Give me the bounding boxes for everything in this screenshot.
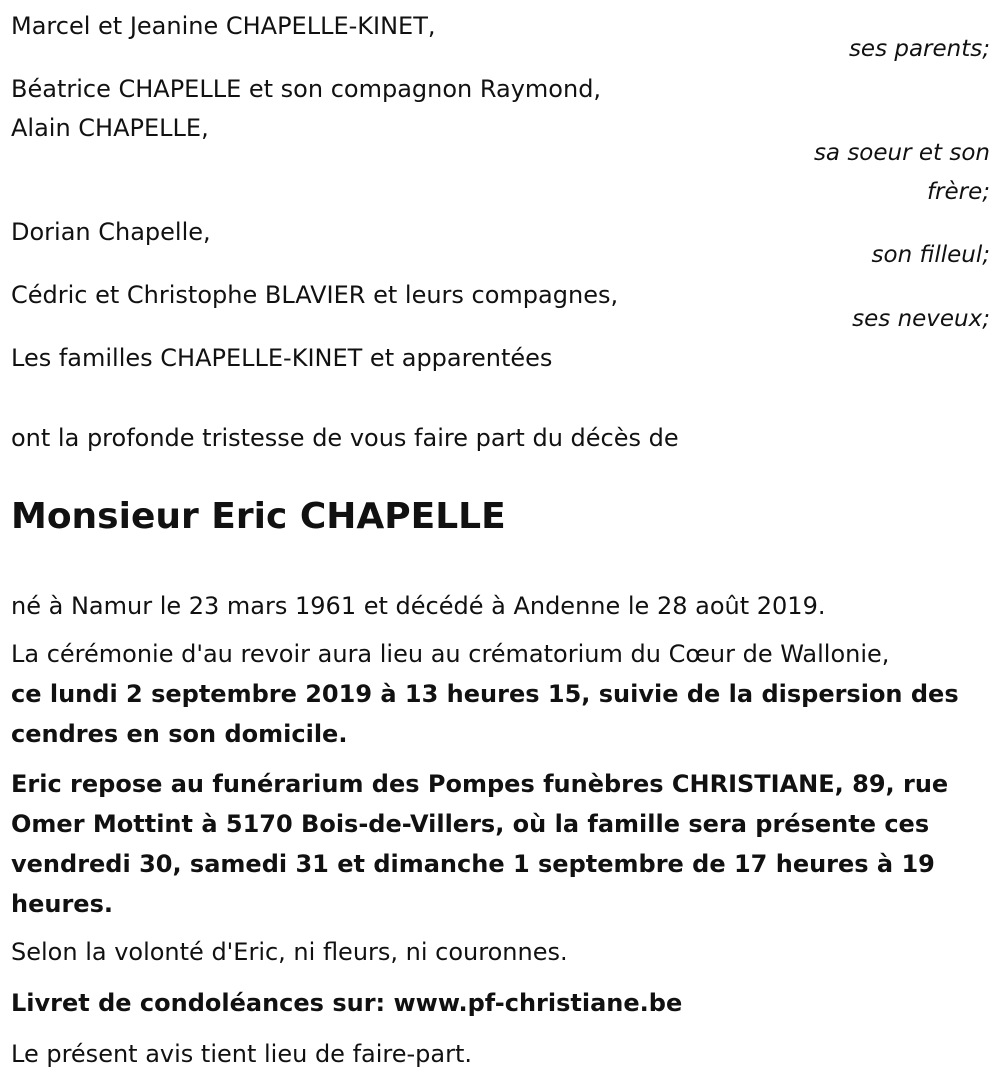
family-relatives: Les familles CHAPELLE-KINET et apparentées	[11, 344, 553, 372]
deceased-name: Monsieur Eric CHAPELLE	[11, 496, 506, 537]
wishes-text: Selon la volonté d'Eric, ni fleurs, ni couronnes.	[11, 938, 568, 966]
birth-death-info: né à Namur le 23 mars 1961 et décédé à Andenne le 28 août 2019.	[11, 592, 826, 620]
ceremony-paragraph	[11, 634, 996, 754]
role-siblings-line1: sa soeur et son	[813, 140, 990, 166]
notice-text: Le présent avis tient lieu de faire-part.	[11, 1040, 473, 1068]
role-parents: ses parents;	[848, 36, 990, 62]
family-brother: Alain CHAPELLE,	[11, 114, 209, 142]
condolences-link[interactable]: www.pf-christiane.be	[393, 989, 683, 1017]
repose-paragraph: Eric repose au funérarium des Pompes funèbres CHRISTIANE, 89, rue Omer Mottint à 5170 Bois-de-Villers, où la famille sera présente ces vendredi 30, samedi 31 et dimanche 1 septembre de 17 heures à 19 heures.	[11, 770, 949, 918]
role-nephews: ses neveux;	[852, 306, 990, 332]
announcement-text: ont la profonde tristesse de vous faire part du décès de	[11, 424, 679, 452]
family-godson: Dorian Chapelle,	[11, 218, 211, 246]
ceremony-intro: La cérémonie d'au revoir aura lieu au crématorium du Cœur de Wallonie,	[11, 640, 890, 668]
condolences-line	[11, 989, 682, 1017]
condolences-label: Livret de condoléances sur:	[11, 989, 386, 1017]
ceremony-details: ce lundi 2 septembre 2019 à 13 heures 15, suivie de la dispersion des cendres en son domicile.	[11, 680, 959, 748]
role-siblings-line2: frère;	[926, 179, 990, 205]
family-nephews: Cédric et Christophe BLAVIER et leurs compagnes,	[11, 281, 619, 309]
family-sister: Béatrice CHAPELLE et son compagnon Raymond,	[11, 75, 602, 103]
role-godson: son filleul;	[871, 242, 990, 268]
family-parents: Marcel et Jeanine CHAPELLE-KINET,	[11, 12, 436, 40]
